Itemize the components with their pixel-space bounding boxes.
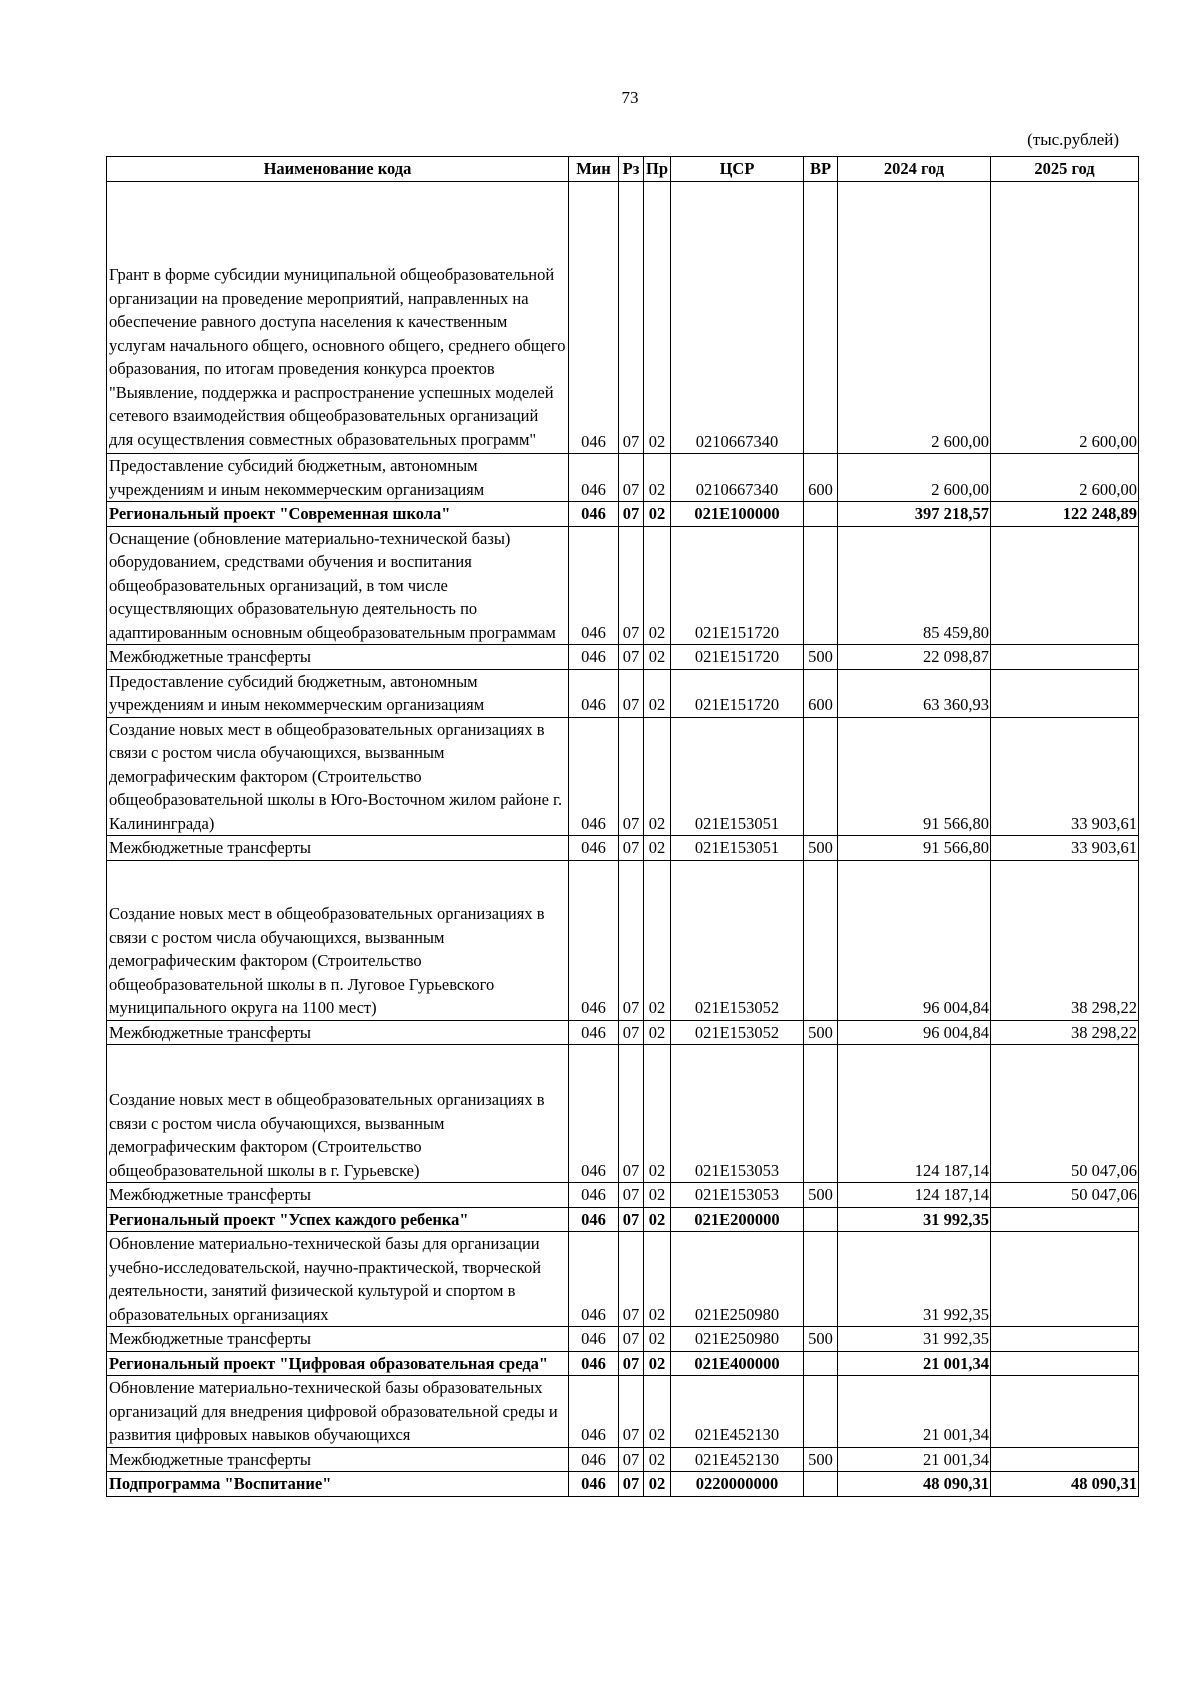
row-pr: 02 (644, 1232, 671, 1327)
table-row (107, 502, 1139, 527)
row-pr: 02 (644, 1472, 671, 1497)
row-rz: 07 (619, 1376, 644, 1448)
header-vr: ВР (804, 157, 838, 182)
row-csr: 021E100000 (671, 502, 804, 527)
row-name: Создание новых мест в общеобразовательных организациях в связи с ростом числа обучающихся, вызванным демографическим фактором (Строительство общеобразовательной школы в п. Луговое Гурьевского муниципального округа на 1100 мест) (107, 860, 569, 1020)
row-csr: 021E250980 (671, 1327, 804, 1352)
row-2024: 31 992,35 (838, 1207, 991, 1232)
row-2025: 2 600,00 (991, 182, 1139, 454)
row-min: 046 (569, 1447, 619, 1472)
table-row (107, 1183, 1139, 1208)
row-csr: 021E153052 (671, 860, 804, 1020)
row-rz: 07 (619, 1327, 644, 1352)
row-2025 (991, 669, 1139, 717)
table-row (107, 1472, 1139, 1497)
row-pr: 02 (644, 860, 671, 1020)
row-min: 046 (569, 1327, 619, 1352)
row-2025 (991, 1351, 1139, 1376)
table-row (107, 1447, 1139, 1472)
row-name: Предоставление субсидий бюджетным, автономным учреждениям и иным некоммерческим организациям (107, 669, 569, 717)
row-rz: 07 (619, 1232, 644, 1327)
row-rz: 07 (619, 1472, 644, 1497)
row-2025: 50 047,06 (991, 1045, 1139, 1183)
row-min: 046 (569, 1207, 619, 1232)
table-row (107, 526, 1139, 645)
row-name: Оснащение (обновление материально-технической базы) оборудованием, средствами обучения и воспитания общеобразовательных организаций, в том числе осуществляющих образовательную деятельность по адаптированным основным общеобразовательным программам (107, 526, 569, 645)
table-row (107, 717, 1139, 836)
row-name: Межбюджетные трансферты (107, 1183, 569, 1208)
table-row (107, 860, 1139, 1020)
row-name: Межбюджетные трансферты (107, 1020, 569, 1045)
header-2024: 2024 год (838, 157, 991, 182)
row-vr: 500 (804, 836, 838, 861)
row-name: Региональный проект "Успех каждого ребенка" (107, 1207, 569, 1232)
row-vr: 500 (804, 1327, 838, 1352)
row-vr: 500 (804, 1183, 838, 1208)
header-csr: ЦСР (671, 157, 804, 182)
row-pr: 02 (644, 836, 671, 861)
row-csr: 021E153051 (671, 836, 804, 861)
row-name: Региональный проект "Цифровая образовательная среда" (107, 1351, 569, 1376)
row-pr: 02 (644, 1351, 671, 1376)
row-2024: 91 566,80 (838, 836, 991, 861)
row-csr: 021E250980 (671, 1232, 804, 1327)
row-2024: 21 001,34 (838, 1447, 991, 1472)
row-min: 046 (569, 1020, 619, 1045)
header-2025: 2025 год (991, 157, 1139, 182)
row-pr: 02 (644, 1020, 671, 1045)
row-rz: 07 (619, 502, 644, 527)
row-name: Межбюджетные трансферты (107, 1327, 569, 1352)
row-2024: 63 360,93 (838, 669, 991, 717)
row-2024: 31 992,35 (838, 1232, 991, 1327)
row-name: Обновление материально-технической базы образовательных организаций для внедрения цифровой образовательной среды и развития цифровых навыков обучающихся (107, 1376, 569, 1448)
row-name: Обновление материально-технической базы для организации учебно-исследовательской, научно-практической, творческой деятельности, занятий физической культурой и спортом в образовательных организациях (107, 1232, 569, 1327)
row-pr: 02 (644, 669, 671, 717)
row-2024: 124 187,14 (838, 1183, 991, 1208)
row-rz: 07 (619, 1045, 644, 1183)
table-row (107, 1376, 1139, 1448)
row-csr: 021E200000 (671, 1207, 804, 1232)
row-name: Грант в форме субсидии муниципальной общеобразовательной организации на проведение мероприятий, направленных на обеспечение равного доступа населения к качественным услугам начального общего, основного общего, среднего общего образования, по итогам проведения конкурса проектов "Выявление, поддержка и распространение успешных моделей сетевого взаимодействия общеобразовательных организаций для осуществления совместных образовательных программ" (107, 182, 569, 454)
row-min: 046 (569, 1376, 619, 1448)
row-csr: 0210667340 (671, 182, 804, 454)
table-row (107, 1351, 1139, 1376)
row-2025 (991, 645, 1139, 670)
row-2024: 91 566,80 (838, 717, 991, 836)
row-2024: 22 098,87 (838, 645, 991, 670)
table-row (107, 1207, 1139, 1232)
row-min: 046 (569, 1183, 619, 1208)
row-2025: 2 600,00 (991, 454, 1139, 502)
row-rz: 07 (619, 669, 644, 717)
row-2024: 85 459,80 (838, 526, 991, 645)
row-vr: 500 (804, 1020, 838, 1045)
row-vr (804, 1045, 838, 1183)
row-min: 046 (569, 1232, 619, 1327)
row-name: Подпрограмма "Воспитание" (107, 1472, 569, 1497)
row-2024: 21 001,34 (838, 1376, 991, 1448)
row-rz: 07 (619, 860, 644, 1020)
row-min: 046 (569, 1045, 619, 1183)
row-name: Межбюджетные трансферты (107, 836, 569, 861)
header-name: Наименование кода (107, 157, 569, 182)
row-csr: 021E452130 (671, 1447, 804, 1472)
row-pr: 02 (644, 1207, 671, 1232)
row-name: Создание новых мест в общеобразовательных организациях в связи с ростом числа обучающихся, вызванным демографическим фактором (Строительство общеобразовательной школы в г. Гурьевске) (107, 1045, 569, 1183)
header-rz: Рз (619, 157, 644, 182)
row-rz: 07 (619, 645, 644, 670)
row-vr (804, 1472, 838, 1497)
row-vr (804, 526, 838, 645)
row-csr: 021E151720 (671, 645, 804, 670)
row-pr: 02 (644, 1376, 671, 1448)
row-min: 046 (569, 526, 619, 645)
row-2025 (991, 1232, 1139, 1327)
row-vr (804, 860, 838, 1020)
row-csr: 021E153053 (671, 1183, 804, 1208)
row-rz: 07 (619, 1207, 644, 1232)
row-2025: 33 903,61 (991, 836, 1139, 861)
row-2025 (991, 1376, 1139, 1448)
row-pr: 02 (644, 526, 671, 645)
header-min: Мин (569, 157, 619, 182)
row-vr (804, 1232, 838, 1327)
row-vr (804, 717, 838, 836)
row-pr: 02 (644, 645, 671, 670)
row-2024: 124 187,14 (838, 1045, 991, 1183)
page-number: 73 (621, 88, 639, 107)
row-2024: 96 004,84 (838, 1020, 991, 1045)
row-min: 046 (569, 454, 619, 502)
row-vr: 600 (804, 669, 838, 717)
table-row (107, 669, 1139, 717)
row-name: Межбюджетные трансферты (107, 1447, 569, 1472)
row-pr: 02 (644, 454, 671, 502)
row-pr: 02 (644, 1327, 671, 1352)
row-min: 046 (569, 860, 619, 1020)
row-name: Предоставление субсидий бюджетным, автономным учреждениям и иным некоммерческим организациям (107, 454, 569, 502)
table-row (107, 645, 1139, 670)
row-vr (804, 1376, 838, 1448)
table-row (107, 1232, 1139, 1327)
row-csr: 021E151720 (671, 526, 804, 645)
table-row (107, 182, 1139, 454)
row-vr: 500 (804, 1447, 838, 1472)
budget-table (106, 156, 1139, 1497)
row-2025: 122 248,89 (991, 502, 1139, 527)
row-min: 046 (569, 669, 619, 717)
row-min: 046 (569, 1472, 619, 1497)
header-row (107, 157, 1139, 182)
row-rz: 07 (619, 1183, 644, 1208)
row-vr (804, 1351, 838, 1376)
row-2025 (991, 1327, 1139, 1352)
row-2024: 96 004,84 (838, 860, 991, 1020)
row-rz: 07 (619, 1020, 644, 1045)
row-pr: 02 (644, 502, 671, 527)
row-2024: 48 090,31 (838, 1472, 991, 1497)
row-2024: 31 992,35 (838, 1327, 991, 1352)
row-2025: 33 903,61 (991, 717, 1139, 836)
row-name: Региональный проект "Современная школа" (107, 502, 569, 527)
units-label: (тыс.рублей) (1027, 130, 1119, 149)
row-2024: 21 001,34 (838, 1351, 991, 1376)
row-min: 046 (569, 502, 619, 527)
row-rz: 07 (619, 717, 644, 836)
row-min: 046 (569, 645, 619, 670)
row-rz: 07 (619, 182, 644, 454)
row-pr: 02 (644, 1183, 671, 1208)
row-csr: 021E452130 (671, 1376, 804, 1448)
row-2024: 2 600,00 (838, 182, 991, 454)
row-2025: 38 298,22 (991, 860, 1139, 1020)
table-row (107, 454, 1139, 502)
row-min: 046 (569, 182, 619, 454)
row-pr: 02 (644, 1447, 671, 1472)
row-csr: 021E153051 (671, 717, 804, 836)
row-pr: 02 (644, 182, 671, 454)
row-2025: 48 090,31 (991, 1472, 1139, 1497)
row-name: Межбюджетные трансферты (107, 645, 569, 670)
row-vr: 500 (804, 645, 838, 670)
row-vr (804, 502, 838, 527)
table-row (107, 1045, 1139, 1183)
table-row (107, 836, 1139, 861)
row-name: Создание новых мест в общеобразовательных организациях в связи с ростом числа обучающихся, вызванным демографическим фактором (Строительство общеобразовательной школы в Юго-Восточном жилом районе г. Калининграда) (107, 717, 569, 836)
row-vr: 600 (804, 454, 838, 502)
row-rz: 07 (619, 1447, 644, 1472)
row-rz: 07 (619, 454, 644, 502)
row-2025: 50 047,06 (991, 1183, 1139, 1208)
row-csr: 021E153052 (671, 1020, 804, 1045)
row-2024: 2 600,00 (838, 454, 991, 502)
row-pr: 02 (644, 717, 671, 836)
row-2025 (991, 1207, 1139, 1232)
row-csr: 021E400000 (671, 1351, 804, 1376)
row-pr: 02 (644, 1045, 671, 1183)
row-min: 046 (569, 717, 619, 836)
table-row (107, 1327, 1139, 1352)
row-csr: 0220000000 (671, 1472, 804, 1497)
row-2025: 38 298,22 (991, 1020, 1139, 1045)
row-rz: 07 (619, 836, 644, 861)
row-csr: 0210667340 (671, 454, 804, 502)
row-min: 046 (569, 836, 619, 861)
row-csr: 021E153053 (671, 1045, 804, 1183)
row-2025 (991, 526, 1139, 645)
row-rz: 07 (619, 526, 644, 645)
row-2025 (991, 1447, 1139, 1472)
row-min: 046 (569, 1351, 619, 1376)
table-row (107, 1020, 1139, 1045)
row-vr (804, 1207, 838, 1232)
row-vr (804, 182, 838, 454)
header-pr: Пр (644, 157, 671, 182)
row-rz: 07 (619, 1351, 644, 1376)
row-csr: 021E151720 (671, 669, 804, 717)
row-2024: 397 218,57 (838, 502, 991, 527)
